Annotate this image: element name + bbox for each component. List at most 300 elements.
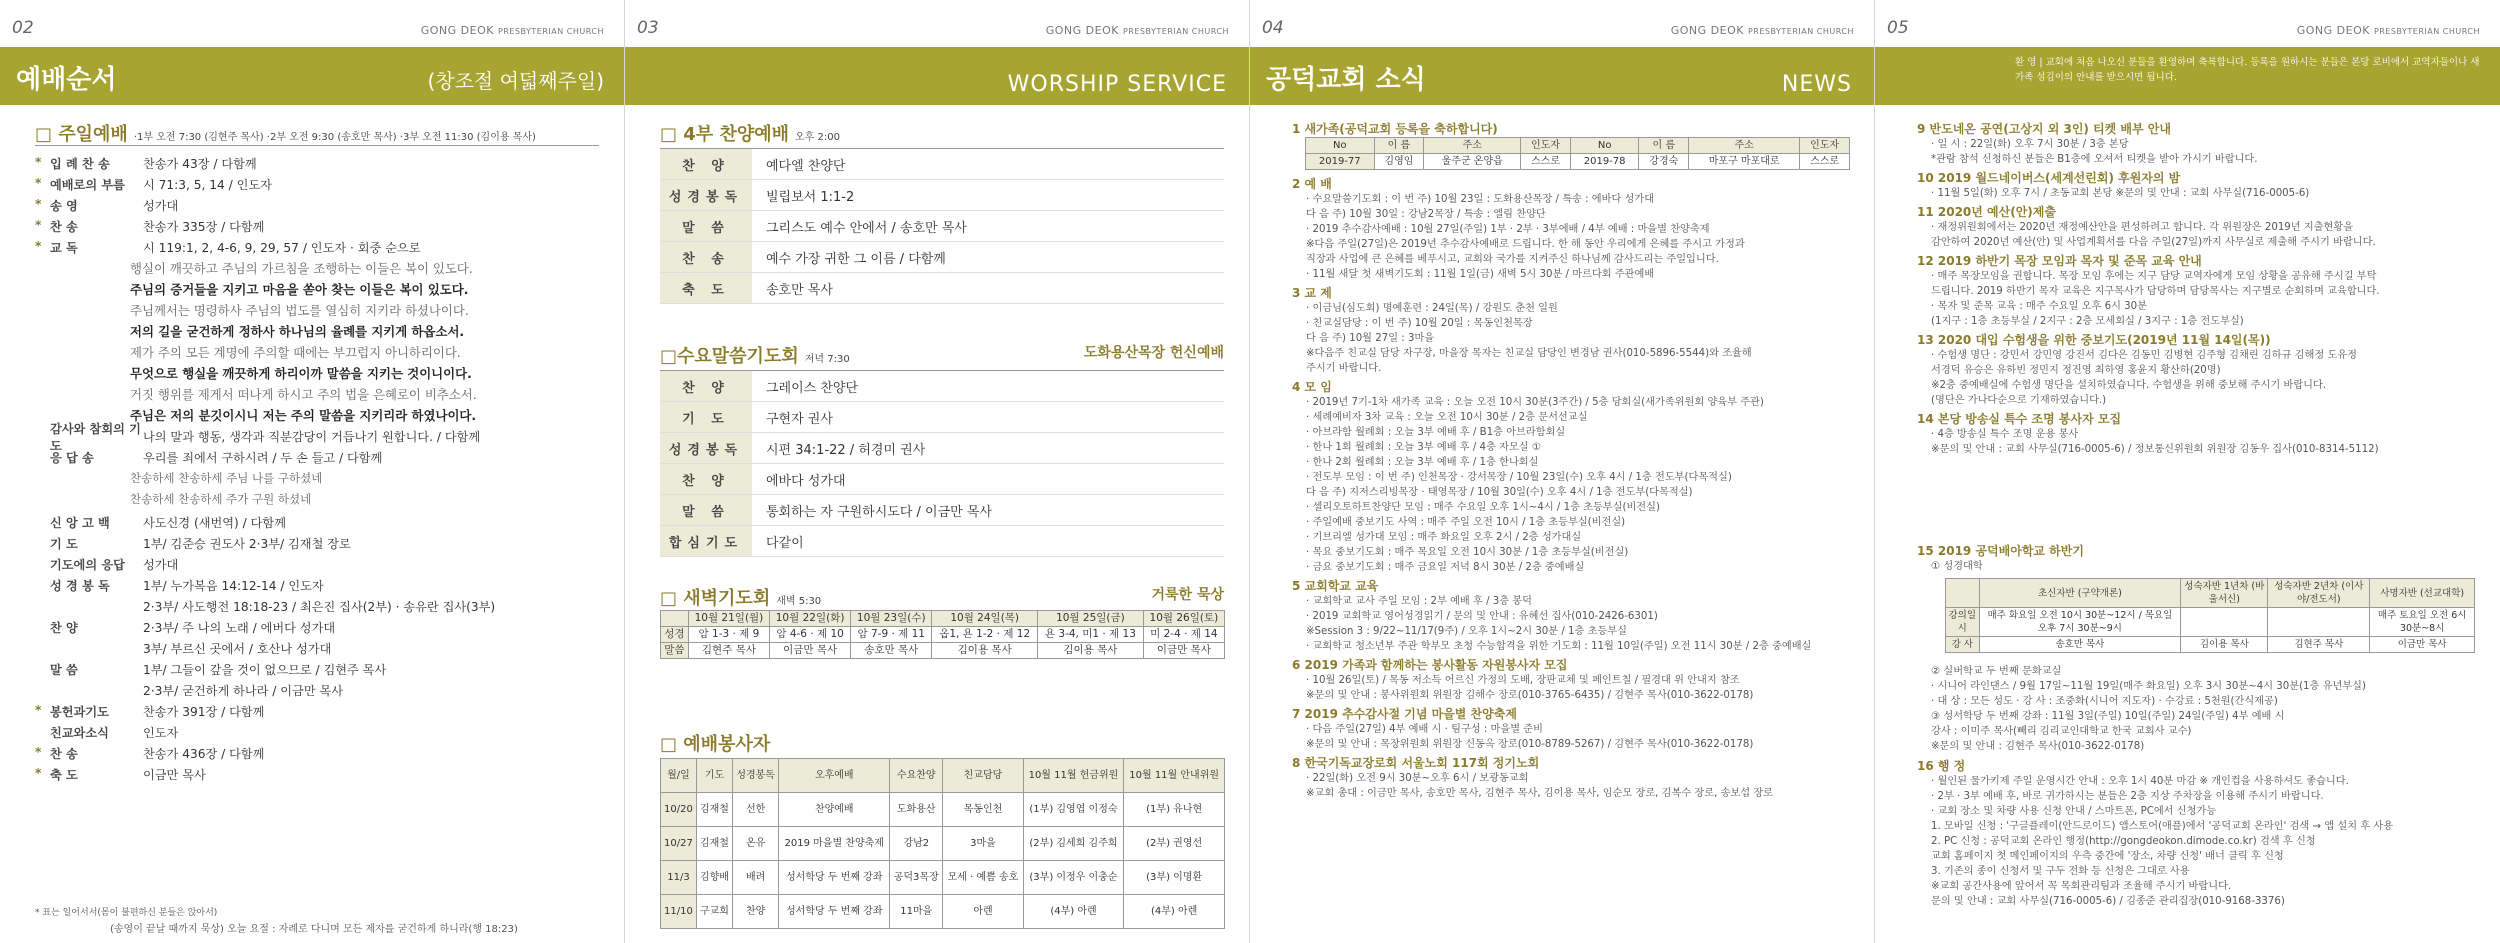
- news-heading: 14 본당 방송실 특수 조명 봉사자 모집: [1917, 412, 2122, 426]
- news-heading: 5 교회학교 교육: [1292, 579, 1379, 593]
- church-name-sub: PRESBYTERIAN CHURCH: [1747, 27, 1854, 36]
- order-value: 인도자: [143, 726, 179, 740]
- table-cell: 선한: [732, 793, 778, 827]
- news-line: 다 음 주) 10월 27일 : 3마을: [1306, 333, 1435, 344]
- table-cell: 구교희: [696, 895, 732, 929]
- order-label: * 입 례 찬 송: [50, 155, 143, 172]
- order-row: [50, 617, 495, 638]
- responsive-reading: [130, 258, 477, 426]
- order-row: [50, 554, 495, 575]
- table-row: [1946, 637, 2475, 653]
- section-label: □ 새벽기도회: [660, 588, 771, 609]
- table-cell: 도화용산: [890, 793, 943, 827]
- table-cell: 김이용 목사: [1038, 643, 1144, 659]
- service-row: [660, 211, 1224, 242]
- news-line: 드립니다. 2019 하반기 목자 교육은 지구목사가 담당하며 담당목사는 지구별로 순회하며 교육합니다.: [1931, 286, 2380, 297]
- table-row: [661, 793, 1225, 827]
- table-cell: 10월 22일(화): [770, 611, 851, 627]
- news-line: · 아브라함 월례회 : 오늘 3부 예배 후 / B1층 아브라함회실: [1306, 427, 1566, 438]
- order-value: 우리를 죄에서 구하시려 / 두 손 들고 / 다함께: [143, 451, 383, 465]
- news-15: [1917, 540, 2487, 574]
- order-row: [50, 153, 420, 174]
- news-line: 직장과 사업에 큰 은혜를 베푸시고, 교회와 국가를 지켜주신 하나님께 감사드리는 주일입니다.: [1306, 254, 1719, 265]
- table-cell: 11/3: [661, 861, 697, 895]
- order-value: 시 71:3, 5, 14 / 인도자: [143, 178, 272, 192]
- order-label: * 찬 송: [50, 218, 143, 235]
- order-value: 찬송가 436장 / 다함께: [143, 747, 265, 761]
- page-number: 03: [637, 18, 659, 38]
- table-cell: (3부) 이명환: [1124, 861, 1225, 895]
- table-cell: 이금만 목사: [770, 643, 851, 659]
- table-row: [1306, 138, 1850, 154]
- section-title-4th-service: [660, 120, 840, 146]
- table-row: [661, 611, 1225, 627]
- service-row: [660, 180, 1224, 211]
- response-line: 찬송하세 찬송하세 주가 구원 하셨네: [130, 492, 312, 506]
- news-heading: 7 2019 추수감사절 기념 마을별 찬양축제: [1292, 707, 1517, 721]
- table-cell: 성서학당 두 번째 강좌: [779, 895, 890, 929]
- section-title-sunday: [35, 120, 536, 146]
- table-row: [661, 895, 1225, 929]
- service-label: 성경봉독: [660, 180, 752, 210]
- table-cell: 10월 24일(목): [932, 611, 1038, 627]
- news-line: · 목자 및 준목 교육 : 매주 수요일 오후 6시 30분: [1931, 301, 2147, 312]
- news-line: 3. 기존의 종이 신청서 및 구두 전화 등 신청은 그대로 사용: [1931, 866, 2190, 877]
- news-15-title: 15 2019 공덕배아학교 하반기: [1917, 544, 2084, 558]
- order-row: [50, 174, 420, 195]
- table-cell: 김재철: [696, 827, 732, 861]
- news-line: · 세례예비자 3차 교육 : 오늘 오전 10시 30분 / 2층 문서선교실: [1306, 412, 1588, 423]
- order-label: 성 경 봉 독: [50, 579, 110, 593]
- table-row: [1946, 608, 2475, 637]
- order-label: * 교 독: [50, 239, 143, 256]
- order-label: 찬 양: [50, 621, 78, 635]
- news-line: ※교회 공간사용에 앞어서 꼭 목회관리팀과 조율해 주시기 바랍니다.: [1931, 881, 2232, 892]
- wednesday-theme: 도화용산목장 헌신예배: [1083, 345, 1224, 361]
- service-row: [660, 495, 1224, 526]
- table-cell: 미 2-4 · 제 14: [1143, 627, 1224, 643]
- church-name: [421, 24, 604, 37]
- table-cell: 친교담당: [943, 759, 1023, 793]
- welcome-notice: 환 영 | 교회에 처음 나오신 분들을 환영하며 축복합니다. 등록을 원하시는 분들은 본당 로비에서 교역자들이나 새가족 섬김이의 안내를 받으시면 됩니다.: [2015, 57, 2480, 83]
- service-value: 통회하는 자 구원하시도다 / 이금만 목사: [766, 504, 992, 520]
- order-row: [50, 596, 495, 617]
- order-row: [50, 512, 495, 533]
- service-value: 그레이스 찬양단: [766, 380, 859, 396]
- order-row: [50, 680, 495, 701]
- table-cell: 이금만 목사: [2370, 637, 2475, 653]
- divider: [35, 145, 599, 146]
- news-heading: 12 2019 하반기 목장 모임과 목자 및 준목 교육 안내: [1917, 254, 2202, 268]
- church-name: [1671, 24, 1854, 37]
- order-row: [50, 764, 495, 785]
- section-label: □ 주일예배: [35, 124, 128, 145]
- service-label: 축 도: [660, 273, 752, 303]
- order-value: 이금만 목사: [143, 768, 206, 782]
- news-15-more: [1917, 664, 2487, 754]
- service-value: 구현자 권사: [766, 411, 833, 427]
- news-line: 강사 : 이미주 목사(빼리 김리교인대학교 한국 교회사 교수): [1931, 726, 2192, 737]
- table-cell: 모세 · 예쁨 송호: [943, 861, 1023, 895]
- service-table-wednesday: [660, 370, 1224, 557]
- news-line: · 2019 추수감사예배 : 10월 27일(주일) 1부 · 2부 · 3부에배 / 4부 예배 : 마을별 찬양축제: [1306, 224, 1710, 235]
- order-value: 사도신경 (새번역) / 다함께: [143, 516, 286, 530]
- table-row: [661, 861, 1225, 895]
- news-line: · 목요 중보기도회 : 매주 목요일 오전 10시 30분 / 1층 초등부실(비전실): [1306, 547, 1629, 558]
- reading-line: 주님은 저의 분깃이시니 저는 주의 말씀을 지키리라 하였나이다.: [130, 408, 477, 423]
- volunteer-table: [660, 758, 1225, 929]
- news-line: · 한나 1회 월례회 : 오늘 3부 예배 후 / 4층 자모실 ①: [1306, 442, 1541, 453]
- news-1-title: 1 새가족(공덕교회 등록을 축하합니다): [1292, 122, 1498, 136]
- news-line: ※교회 총대 : 이금만 목사, 송호만 목사, 김현주 목사, 김이용 목사, 임순모 장로, 김복수 장로, 송보섭 장로: [1306, 788, 1774, 799]
- order-label: * 찬 송: [50, 745, 143, 762]
- news-line: 1. 모바일 신청 : '구글플레이(안드로이드) 앱스토어(애플)에서 '공덕교회 온라인' 검색 → 앱 설치 후 사용: [1931, 821, 2394, 832]
- news-line: · 월인된 물가키제 주일 운영시간 안내 : 오후 1시 40분 마감 ※ 개인컵을 사용하셔도 좋습니다.: [1931, 776, 2349, 787]
- table-cell: (3부) 이정우 이충순: [1023, 861, 1124, 895]
- order-row: [50, 575, 495, 596]
- section-label: □수요말씀기도회: [660, 346, 799, 367]
- table-cell: 옵1, 욘 1-2 · 제 12: [932, 627, 1038, 643]
- service-row: [660, 402, 1224, 433]
- table-cell: 강의일시: [1946, 608, 1980, 637]
- page-02: [0, 0, 625, 943]
- table-cell: 이 름: [1374, 138, 1424, 154]
- table-cell: 김재철: [696, 793, 732, 827]
- service-value: 다같이: [766, 535, 804, 551]
- table-cell: 김현주 목사: [2268, 637, 2370, 653]
- table-cell: 배려: [732, 861, 778, 895]
- order-row: [50, 533, 495, 554]
- church-name-main: GONG DEOK: [2296, 24, 2370, 37]
- section-title-dawn: [660, 584, 821, 610]
- news-heading: 10 2019 월드네이버스(세계선린회) 후원자의 밤: [1917, 171, 2181, 185]
- service-value: 에바다 성가대: [766, 473, 846, 489]
- order-row: [50, 421, 481, 453]
- reading-line: 저의 길을 굳건하게 정하사 하나님의 율례를 지키게 하옵소서.: [130, 324, 465, 339]
- table-cell: 김향배: [696, 861, 732, 895]
- page-title: 예배순서: [16, 65, 117, 95]
- news-line: ※문의 및 안내 : 김현주 목사(010-3622-0178): [1931, 741, 2145, 752]
- bible-college-table: [1945, 578, 2475, 653]
- reading-line: 거짓 행위를 제게서 떠나게 하시고 주의 법을 은혜로이 비추소서.: [130, 387, 477, 402]
- page-number: 05: [1887, 18, 1909, 38]
- order-row: [50, 447, 480, 468]
- news-heading: 4 모 임: [1292, 380, 1332, 394]
- table-cell: (1부) 김영엽 이정숙: [1023, 793, 1124, 827]
- section-label: □ 예배봉사자: [660, 734, 771, 755]
- table-cell: 11/10: [661, 895, 697, 929]
- table-cell: 초신자반 (구약개론): [1979, 579, 2181, 608]
- title-band: [1250, 47, 1874, 105]
- news-line: · 4층 방송실 특수 조명 운용 봉사: [1931, 429, 2079, 440]
- news-heading: 11 2020년 예산(안)제출: [1917, 205, 2056, 219]
- table-cell: 10월 23일(수): [851, 611, 932, 627]
- church-name-main: GONG DEOK: [420, 24, 494, 37]
- news-heading: 8 한국기독교장로회 서울노회 117회 정기노회: [1292, 756, 1540, 770]
- news-line: · 11월 새달 첫 새벽기도회 : 11월 1일(금) 새벽 5시 30분 / 마르다회 주관예배: [1306, 269, 1655, 280]
- title-band: [1875, 47, 2500, 105]
- news-heading: 6 2019 가족과 함께하는 봉사활동 자원봉사자 모집: [1292, 658, 1568, 672]
- church-name: [2297, 24, 2480, 37]
- order-value: 2·3부/ 사도행전 18:18-23 / 최은진 집사(2부) · 송유란 집사(3부): [143, 600, 496, 614]
- news-line: (명단은 가나다순으로 기재하였습니다.): [1931, 395, 2107, 406]
- news-line: 다 음 주) 지저스리빙목장 · 태영목장 / 10월 30일(수) 오후 4시 / 1층 전도부(다목적실): [1306, 487, 1693, 498]
- order-label: * 봉헌과기도: [50, 703, 143, 720]
- reading-line: 주님께서는 명령하사 주님의 법도를 열심히 지키라 하셨나이다.: [130, 303, 469, 318]
- table-cell: 성숙자반 2년차 (이사야/전도서): [2268, 579, 2370, 608]
- table-cell: No: [1306, 138, 1375, 154]
- reading-line: 행실이 깨끗하고 주님의 가르침을 조행하는 이들은 복이 있도다.: [130, 261, 473, 276]
- news-line: ※문의 및 안내 : 봉사위원회 위원장 김해수 장로(010-3765-6435) / 김현주 목사(010-3622-0178): [1306, 690, 1754, 701]
- table-cell: [2268, 608, 2370, 637]
- order-label: 친교와소식: [50, 726, 109, 740]
- news-line: · 다음 주일(27일) 4부 예배 시 · 팀구성 : 마을별 준비: [1306, 724, 1543, 735]
- news-line: 감안하여 2020년 예산(안) 및 사업계획서를 다음 주일(27일)까지 사무실로 제출해 주시기 바랍니다.: [1931, 237, 2376, 248]
- table-cell: 성서학당 두 번째 강좌: [779, 861, 890, 895]
- table-cell: (2부) 권영선: [1124, 827, 1225, 861]
- section-label: □ 4부 찬양예배: [660, 124, 790, 145]
- service-row: [660, 273, 1224, 304]
- news-line: · 기브리엘 성가대 모임 : 매주 화요일 오후 2시 / 2층 성가대실: [1306, 532, 1582, 543]
- news-line: · 2부 · 3부 예배 후, 바로 귀가하시는 분들은 2층 지상 주차장을 이용해 주시기 바랍니다.: [1931, 791, 2324, 802]
- table-cell: 기도: [696, 759, 732, 793]
- news-line: *관람 참석 신청하신 분들은 B1층에 오셔서 티켓을 받아 가시기 바랍니다.: [1931, 154, 2258, 165]
- news-line: ※문의 및 안내 : 목장위원회 위원장 신동옥 장로(010-8789-5267) / 김현주 목사(010-3622-0178): [1306, 739, 1754, 750]
- table-cell: 2019-77: [1306, 154, 1375, 170]
- table-cell: 찬양예배: [779, 793, 890, 827]
- table-row: [1946, 579, 2475, 608]
- table-cell: 10월 11월 안내위원: [1124, 759, 1225, 793]
- table-cell: No: [1570, 138, 1639, 154]
- table-cell: 공덕3목장: [890, 861, 943, 895]
- table-cell: 인도자: [1800, 138, 1850, 154]
- service-row: [660, 149, 1224, 180]
- order-label: 감사와 참회의 기도: [50, 421, 141, 453]
- page-number: 02: [12, 18, 34, 38]
- service-label: 성경봉독: [660, 433, 752, 463]
- service-table-4th: [660, 148, 1224, 304]
- service-label: 말 씀: [660, 495, 752, 525]
- service-value: 시편 34:1-22 / 허경미 권사: [766, 442, 926, 458]
- church-name-sub: PRESBYTERIAN CHURCH: [1122, 27, 1229, 36]
- table-row: [661, 827, 1225, 861]
- table-cell: 10/20: [661, 793, 697, 827]
- table-cell: 사명자반 (선교대학): [2370, 579, 2475, 608]
- table-row: [661, 627, 1225, 643]
- news-line: · 11월 5일(화) 오후 7시 / 초동교회 본당 ※문의 및 안내 : 교회 사무실(716-0005-6): [1931, 188, 2310, 199]
- news-15a: ① 성경대학: [1931, 561, 1983, 572]
- table-cell: 오후예배: [779, 759, 890, 793]
- dawn-prayer-table: [660, 610, 1225, 659]
- table-cell: 매주 화요일 오전 10시 30분~12시 / 목요일 오후 7시 30분~9시: [1979, 608, 2181, 637]
- order-label: 말 씀: [50, 663, 78, 677]
- news-line: 문의 및 안내 : 교회 사무실(716-0005-6) / 김종준 관리집장(010-9168-3376): [1931, 896, 2285, 907]
- table-cell: 성숙자반 1년차 (바울서신): [2181, 579, 2268, 608]
- news-line: ※문의 및 안내 : 교회 사무실(716-0005-6) / 정보통신위원회 위원장 김동우 집사(010-8314-5112): [1931, 444, 2379, 455]
- table-cell: 2019-78: [1570, 154, 1639, 170]
- service-value: 그리스도 예수 안에서 / 송호만 목사: [766, 220, 967, 236]
- page-03: [625, 0, 1250, 943]
- news-line: ※Session 3 : 9/22~11/17(9주) / 오후 1시~2시 30분 / 1층 초등부실: [1306, 626, 1627, 637]
- response-lines: [130, 468, 322, 510]
- table-cell: 아렌: [943, 895, 1023, 929]
- page-04: [1250, 0, 1875, 943]
- service-value: 예다엘 찬양단: [766, 158, 846, 174]
- service-row: [660, 526, 1224, 557]
- table-cell: (1부) 유나현: [1124, 793, 1225, 827]
- table-cell: 3마을: [943, 827, 1023, 861]
- order-label: 응 답 송: [50, 451, 94, 465]
- news-line: 서경덕 유승은 유하빈 정민지 정진영 최하영 홍윤지 황산하(20명): [1931, 365, 2221, 376]
- order-row: [50, 722, 495, 743]
- order-value: 찬송가 43장 / 다함께: [143, 157, 257, 171]
- service-label: 합심기도: [660, 526, 752, 556]
- table-row: [661, 643, 1225, 659]
- news-line: · 재정위원회에서는 2020년 재정예산안을 편성하려고 합니다. 각 위원장은 2019년 지출현황을: [1931, 222, 2354, 233]
- order-rows-bottom: [50, 512, 495, 785]
- service-row: [660, 433, 1224, 464]
- page-05: [1875, 0, 2500, 943]
- service-row: [660, 371, 1224, 402]
- service-value: 송호만 목사: [766, 282, 833, 298]
- news-heading: 2 예 배: [1292, 177, 1332, 191]
- order-value: 3부/ 부르신 곳에서 / 호산나 성가대: [143, 642, 332, 656]
- order-label: * 예배로의 부름: [50, 176, 143, 193]
- news-line: · 교회학교 청소년부 주관 학부모 초청 수능합격을 위한 기도회 : 11월 10일(주일) 오전 11시 30분 / 2층 중예배실: [1306, 641, 1812, 652]
- response-line: 찬송하세 찬송하세 주님 나를 구하셨네: [130, 471, 323, 485]
- order-value: 찬송가 391장 / 다함께: [143, 705, 265, 719]
- order-rows-mid: [50, 421, 481, 468]
- news-line: 다 음 주) 10월 30일 : 강남2목장 / 특송 : 엘림 찬양단: [1306, 209, 1546, 220]
- order-rows-top: [50, 153, 420, 258]
- news-line: 2. PC 신청 : 공덕교회 온라인 행정(http://gongdeokon.dimode.co.kr) 검색 후 신청: [1931, 836, 2316, 847]
- table-cell: [1946, 579, 1980, 608]
- table-cell: 암 7-9 · 제 11: [851, 627, 932, 643]
- order-row: [50, 701, 495, 722]
- table-cell: 인도자: [1521, 138, 1571, 154]
- news-16: [1917, 755, 2487, 909]
- section-time: 새벽 5:30: [776, 596, 822, 607]
- news-line: 주시기 바랍니다.: [1306, 363, 1382, 374]
- page-title: 공덕교회 소식: [1266, 65, 1426, 95]
- service-label: 말 씀: [660, 211, 752, 241]
- news-1-label: 새가족(공덕교회 등록을 축하합니다): [1304, 122, 1498, 136]
- church-name-main: GONG DEOK: [1670, 24, 1744, 37]
- service-label: 찬 송: [660, 242, 752, 272]
- news-heading: 13 2020 대입 수험생을 위한 중보기도(2019년 11월 14일(목)): [1917, 333, 2271, 347]
- section-time: 오후 2:00: [795, 132, 840, 143]
- order-label: 기도에의 응답: [50, 558, 125, 572]
- service-label: 찬 양: [660, 464, 752, 494]
- order-value: 2·3부/ 주 나의 노래 / 에버다 성가대: [143, 621, 336, 635]
- band-english-title: NEWS: [1781, 72, 1852, 97]
- reading-line: 무엇으로 행실을 깨끗하게 하리이까 말씀을 지키는 것이니이다.: [130, 366, 472, 381]
- order-label: * 송 영: [50, 197, 143, 214]
- footnote: * 표는 일어서서(몸이 불편하신 분들은 앉아서): [35, 908, 218, 918]
- church-name-sub: PRESBYTERIAN CHURCH: [2373, 27, 2480, 36]
- order-value: 1부/ 누가복음 14:12-14 / 인도자: [143, 579, 324, 593]
- table-cell: 이 름: [1639, 138, 1689, 154]
- section-title-wednesday: [660, 342, 850, 368]
- table-cell: [661, 611, 689, 627]
- news-line: · 셀리오토하트찬양단 모임 : 매주 수요일 오후 1시~4시 / 1층 초등부실(비전실): [1306, 502, 1660, 513]
- service-row: [660, 242, 1224, 273]
- service-label: 기 도: [660, 402, 752, 432]
- title-band: [625, 47, 1249, 105]
- table-cell: (4부) 아렌: [1124, 895, 1225, 929]
- table-cell: 강 사: [1946, 637, 1980, 653]
- news-heading: 16 행 정: [1917, 759, 1966, 773]
- news-line: · 친교실담당 : 이 번 주) 10월 20일 : 목동인천목장: [1306, 318, 1533, 329]
- news-line: · 수요말씀기도회 : 이 번 주) 10월 23일 : 도화용산목장 / 특송 : 에바다 성가대: [1306, 194, 1655, 205]
- service-label: 찬 양: [660, 371, 752, 401]
- service-value: 예수 가장 귀한 그 이름 / 다함께: [766, 251, 946, 267]
- table-cell: 스스로: [1521, 154, 1571, 170]
- order-value: 1부/ 김준승 권도사 2·3부/ 김재철 장로: [143, 537, 351, 551]
- table-cell: (2부) 김세희 김주희: [1023, 827, 1124, 861]
- news-line: · 2019년 7기-1차 새가족 교육 : 오늘 오전 10시 30분(3주간) / 5층 당회실(새가족위원회 양육부 주관): [1306, 397, 1764, 408]
- news-line: ※다음 주일(27일)은 2019년 추수감사예배로 드립니다. 한 해 동안 우리에게 은혜를 주시고 가정과: [1306, 239, 1745, 250]
- section-title-volunteers: [660, 730, 770, 756]
- church-name-main: GONG DEOK: [1045, 24, 1119, 37]
- table-row: [1306, 154, 1850, 170]
- table-cell: 매주 토요일 오전 6시 30분~8시: [2370, 608, 2475, 637]
- table-cell: 강남2: [890, 827, 943, 861]
- page-subtitle: (창조절 여덟째주일): [427, 69, 604, 93]
- order-row: [50, 216, 420, 237]
- news-line: · 이금님(심도회) 명예훈련 : 24일(목) / 강원도 춘천 일원: [1306, 303, 1558, 314]
- service-row: [660, 464, 1224, 495]
- table-cell: 주소: [1689, 138, 1800, 154]
- news-line: · 매주 목장모임을 권합니다. 목장 모임 후에는 지구 담당 교역자에게 모임 상황을 공유해 주시길 부탁: [1931, 271, 2377, 282]
- order-row: [50, 638, 495, 659]
- order-value: 성가대: [143, 199, 179, 213]
- page-number: 04: [1262, 18, 1284, 38]
- news-list: [1917, 118, 2487, 457]
- order-row: [50, 743, 495, 764]
- order-value: 2·3부/ 굳건하게 하나라 / 이금만 목사: [143, 684, 344, 698]
- table-cell: 성경봉독: [732, 759, 778, 793]
- reading-line: 주님의 증거들을 지키고 마음을 쏟아 찾는 이들은 복이 있도다.: [130, 282, 469, 297]
- order-value: 시 119:1, 2, 4-6, 9, 29, 57 / 인도자 · 회중 순으로: [143, 241, 421, 255]
- church-name-sub: PRESBYTERIAN CHURCH: [497, 27, 604, 36]
- table-cell: 11마을: [890, 895, 943, 929]
- news-line: ③ 성서학당 두 번째 강좌 : 11월 3일(주일) 10일(주일) 24일(주일) 4부 예배 시: [1931, 711, 2285, 722]
- table-cell: 찬양: [732, 895, 778, 929]
- table-cell: 마포구 마포대로: [1689, 154, 1800, 170]
- table-cell: 월/일: [661, 759, 697, 793]
- table-cell: 김영임: [1374, 154, 1424, 170]
- news-line: · 한나 2회 월례회 : 오늘 3부 예배 후 / 1층 한나회실: [1306, 457, 1539, 468]
- news-line: ※다음주 친교실 담당 자구장, 마을장 목자는 친교실 담당인 변경남 권사(010-5896-5544)와 조율해: [1306, 348, 1752, 359]
- order-label: * 축 도: [50, 766, 143, 783]
- table-cell: 욘 3-4, 미1 · 제 13: [1038, 627, 1144, 643]
- news-line: · 대 상 : 모든 성도 · 강 사 : 조중화(시니어 지도자) · 수강료 : 5천원(간식제공): [1931, 696, 2278, 707]
- order-value: 성가대: [143, 558, 179, 572]
- news-line: (1지구 : 1층 초등부실 / 2지구 : 2층 모세회실 / 3지구 : 1층 전도부실): [1931, 316, 2244, 327]
- order-row: [50, 659, 495, 680]
- news-line: · 교회 장소 및 차량 사용 신청 안내 / 스마트폰, PC에서 신청가능: [1931, 806, 2217, 817]
- table-cell: 송호만 목사: [851, 643, 932, 659]
- title-band: [0, 47, 624, 105]
- table-cell: 목동인천: [943, 793, 1023, 827]
- news-heading: 3 교 제: [1292, 286, 1332, 300]
- news-line: · 일 시 : 22일(화) 오후 7시 30분 / 3층 본당: [1931, 139, 2129, 150]
- news-line: 교회 홈페이지 첫 메인페이지의 우측 중간에 '장소, 차량 신청' 배너 클릭 후 신청: [1931, 851, 2284, 862]
- table-cell: 온유: [732, 827, 778, 861]
- table-cell: 10/27: [661, 827, 697, 861]
- verse-of-day: (송영이 끝날 때까지 묵상) 오늘 요절 : 자례로 다니며 모든 제자를 굳건하게 하니라(행 18:23): [110, 924, 518, 935]
